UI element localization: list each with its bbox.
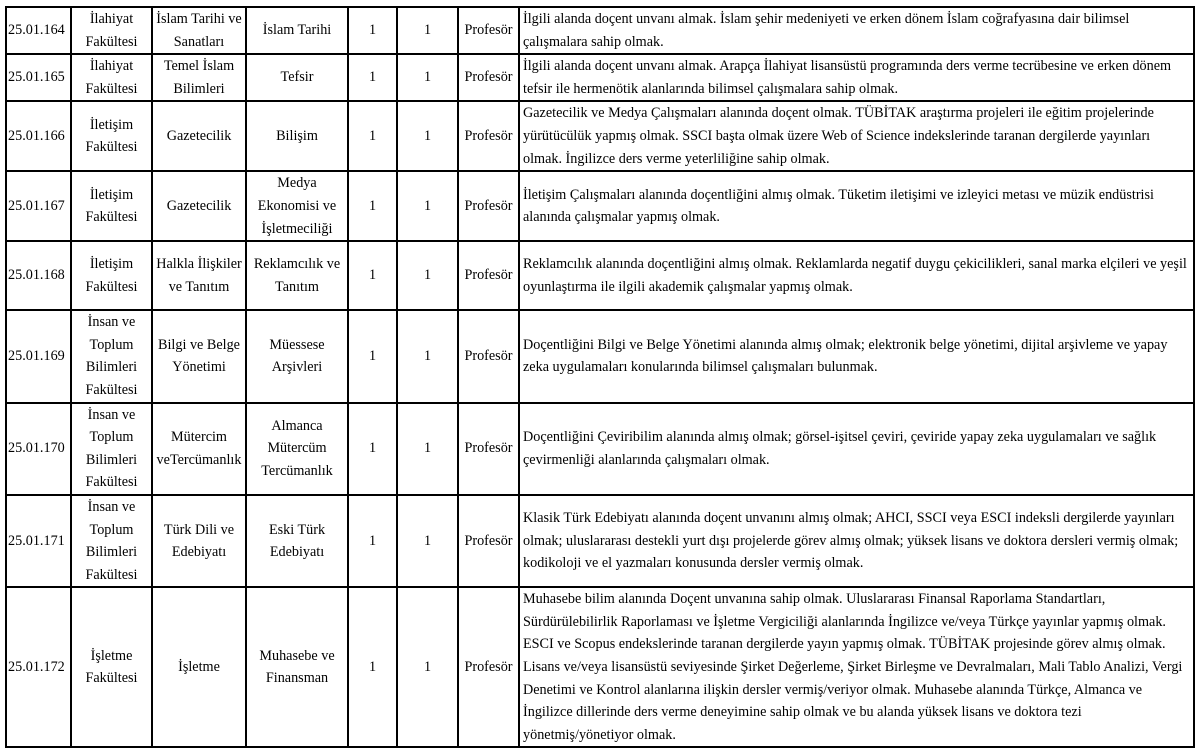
field-cell: Tefsir: [246, 54, 348, 101]
count-cell: 1: [397, 7, 458, 54]
department-cell: İşletme: [152, 587, 246, 747]
count-cell: 1: [397, 241, 458, 310]
title-cell: Profesör: [458, 403, 519, 495]
count-cell: 1: [397, 310, 458, 402]
requirements-cell: Doçentliğini Bilgi ve Belge Yönetimi alanında almış olmak; elektronik belge yönetimi, dijital arşivleme ve yapay zeka uygulamaları konularında bilimsel çalışmaları bulunmak.: [519, 310, 1194, 402]
table-row: [6, 54, 1194, 101]
table-row: [6, 171, 1194, 241]
count-cell: 1: [348, 54, 397, 101]
title-cell: Profesör: [458, 171, 519, 241]
table-row: [6, 101, 1194, 171]
faculty-cell: İletişim Fakültesi: [71, 101, 152, 171]
field-cell: İslam Tarihi: [246, 7, 348, 54]
faculty-cell: İletişim Fakültesi: [71, 171, 152, 241]
field-cell: Almanca Mütercüm Tercümanlık: [246, 403, 348, 495]
department-cell: Türk Dili ve Edebiyatı: [152, 495, 246, 587]
requirements-cell: Gazetecilik ve Medya Çalışmaları alanında doçent olmak. TÜBİTAK araştırma projeleri ile eğitim projelerinde yürütücülük yapmış olmak. SSCI başta olmak üzere Web of Science indekslerinde taranan dergilerde yayınları olmak. İngilizce ders verme yeterliliğine sahip olmak.: [519, 101, 1194, 171]
count-cell: 1: [397, 403, 458, 495]
count-cell: 1: [397, 495, 458, 587]
field-cell: Medya Ekonomisi ve İşletmeciliği: [246, 171, 348, 241]
table-row: [6, 403, 1194, 495]
field-cell: Muhasebe ve Finansman: [246, 587, 348, 747]
count-cell: 1: [348, 171, 397, 241]
count-cell: 1: [348, 587, 397, 747]
positions-table-body: [6, 7, 1194, 747]
title-cell: Profesör: [458, 587, 519, 747]
count-cell: 1: [348, 310, 397, 402]
department-cell: İslam Tarihi ve Sanatları: [152, 7, 246, 54]
count-cell: 1: [348, 7, 397, 54]
position-code-cell: 25.01.171: [6, 495, 71, 587]
department-cell: Temel İslam Bilimleri: [152, 54, 246, 101]
requirements-cell: Doçentliğini Çeviribilim alanında almış olmak; görsel-işitsel çeviri, çeviride yapay zeka uygulamaları ve sağlık çevirmenliği alanlarında çalışmaları olmak.: [519, 403, 1194, 495]
faculty-cell: İletişim Fakültesi: [71, 241, 152, 310]
count-cell: 1: [348, 241, 397, 310]
requirements-cell: İlgili alanda doçent unvanı almak. Arapça İlahiyat lisansüstü programında ders verme tecrübesine ve erken dönem tefsir ile hermenötik alanlarında bilimsel çalışmalara sahip olmak.: [519, 54, 1194, 101]
count-cell: 1: [348, 101, 397, 171]
count-cell: 1: [397, 587, 458, 747]
faculty-cell: İnsan ve Toplum Bilimleri Fakültesi: [71, 310, 152, 402]
field-cell: Reklamcılık ve Tanıtım: [246, 241, 348, 310]
table-row: [6, 7, 1194, 54]
position-code-cell: 25.01.167: [6, 171, 71, 241]
count-cell: 1: [397, 101, 458, 171]
faculty-cell: İşletme Fakültesi: [71, 587, 152, 747]
requirements-cell: İletişim Çalışmaları alanında doçentliğini almış olmak. Tüketim iletişimi ve izleyici metası ve müzik endüstrisi alanında çalışmalar yapmış olmak.: [519, 171, 1194, 241]
department-cell: Halkla İlişkiler ve Tanıtım: [152, 241, 246, 310]
position-code-cell: 25.01.172: [6, 587, 71, 747]
title-cell: Profesör: [458, 241, 519, 310]
count-cell: 1: [397, 171, 458, 241]
department-cell: Gazetecilik: [152, 171, 246, 241]
faculty-cell: İnsan ve Toplum Bilimleri Fakültesi: [71, 403, 152, 495]
table-row: [6, 587, 1194, 747]
position-code-cell: 25.01.168: [6, 241, 71, 310]
position-code-cell: 25.01.169: [6, 310, 71, 402]
faculty-cell: İnsan ve Toplum Bilimleri Fakültesi: [71, 495, 152, 587]
position-code-cell: 25.01.166: [6, 101, 71, 171]
field-cell: Müessese Arşivleri: [246, 310, 348, 402]
faculty-cell: İlahiyat Fakültesi: [71, 54, 152, 101]
title-cell: Profesör: [458, 101, 519, 171]
count-cell: 1: [348, 403, 397, 495]
table-row: [6, 241, 1194, 310]
field-cell: Bilişim: [246, 101, 348, 171]
field-cell: Eski Türk Edebiyatı: [246, 495, 348, 587]
positions-table: [5, 6, 1195, 748]
faculty-cell: İlahiyat Fakültesi: [71, 7, 152, 54]
count-cell: 1: [397, 54, 458, 101]
requirements-cell: Muhasebe bilim alanında Doçent unvanına sahip olmak. Uluslararası Finansal Raporlama Standartları, Sürdürülebilirlik Raporlaması ve İşletme Vergiciliği alanlarında İngilizce ve/veya Türkçe yayınlar yapmış olmak. ESCI ve Scopus endekslerinde taranan dergilerde yayın yapmış olmak. TÜBİTAK projesinde görev almış olmak. Lisans ve/veya lisansüstü seviyesinde Şirket Değerleme, Şirket Birleşme ve Devralmaları, Mali Tablo Analizi, Vergi Denetimi ve Kontrol alanlarına ilişkin dersler vermiş/veriyor olmak. Muhasebe alanında Türkçe, Almanca ve İngilizce dillerinde ders verme deneyimine sahip olmak ve bu alanda yüksek lisans ve doktora tezi yönetmiş/yönetiyor olmak.: [519, 587, 1194, 747]
department-cell: Gazetecilik: [152, 101, 246, 171]
department-cell: Bilgi ve Belge Yönetimi: [152, 310, 246, 402]
position-code-cell: 25.01.165: [6, 54, 71, 101]
table-row: [6, 310, 1194, 402]
title-cell: Profesör: [458, 54, 519, 101]
requirements-cell: Reklamcılık alanında doçentliğini almış olmak. Reklamlarda negatif duygu çekicilikleri, sanal marka elçileri ve yeşil oyunlaştırma ile ilgili akademik çalışmalar yapmış olmak.: [519, 241, 1194, 310]
department-cell: Mütercim veTercümanlık: [152, 403, 246, 495]
table-row: [6, 495, 1194, 587]
title-cell: Profesör: [458, 495, 519, 587]
requirements-cell: Klasik Türk Edebiyatı alanında doçent unvanını almış olmak; AHCI, SSCI veya ESCI indeksli dergilerde yayınları olmak; uluslararası destekli yurt dışı projelerde görev almış olmak; yüksek lisans ve doktora dersleri vermiş olmak; kodikoloji ve el yazmaları konusunda dersler vermiş olmak.: [519, 495, 1194, 587]
count-cell: 1: [348, 495, 397, 587]
title-cell: Profesör: [458, 310, 519, 402]
title-cell: Profesör: [458, 7, 519, 54]
requirements-cell: İlgili alanda doçent unvanı almak. İslam şehir medeniyeti ve erken dönem İslam coğrafyasına dair bilimsel çalışmalara sahip olmak.: [519, 7, 1194, 54]
position-code-cell: 25.01.170: [6, 403, 71, 495]
position-code-cell: 25.01.164: [6, 7, 71, 54]
